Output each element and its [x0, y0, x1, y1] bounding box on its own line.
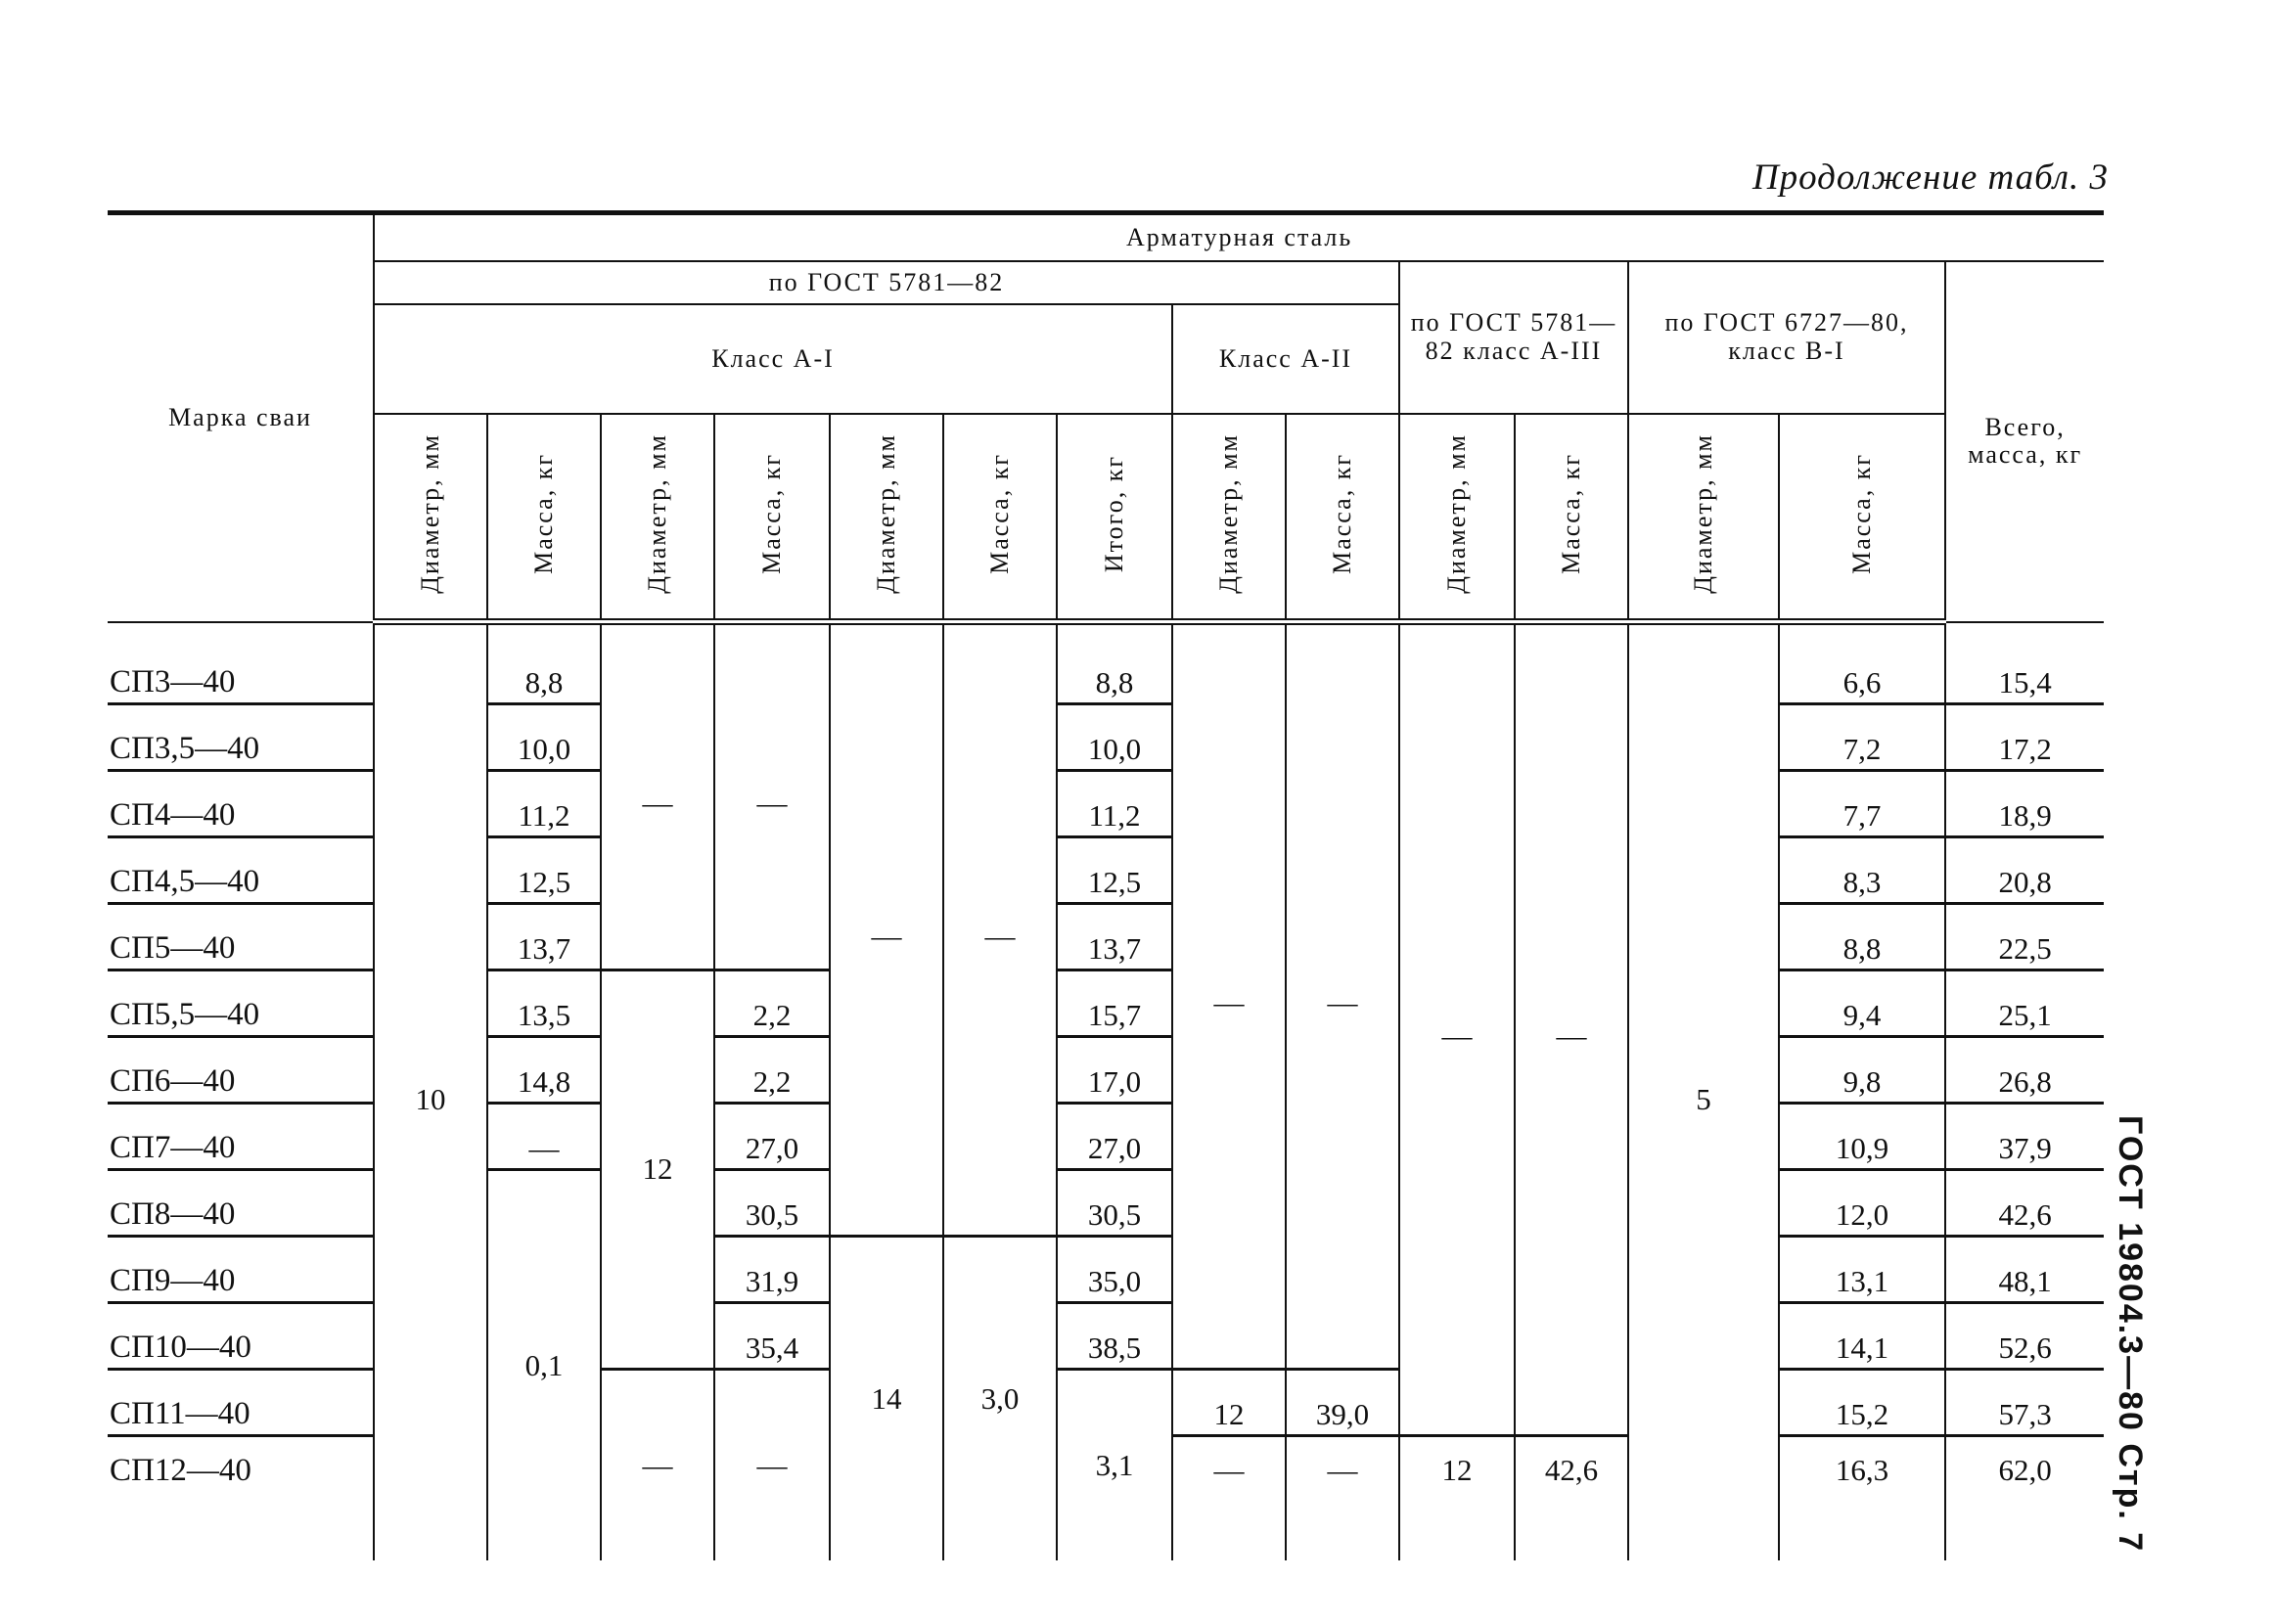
total-mass: 57,3 [1945, 1370, 2104, 1436]
b1-mass: 8,3 [1779, 837, 1945, 904]
row-mark: СП3,5—40 [108, 704, 374, 771]
itogo: 30,5 [1057, 1170, 1172, 1237]
itogo: 10,0 [1057, 704, 1172, 771]
row-mark: СП11—40 [108, 1370, 374, 1436]
b1-mass: 7,2 [1779, 704, 1945, 771]
header-gost6727-b1: по ГОСТ 6727—80, класс В-I [1628, 261, 1945, 414]
a2-diameter: — [1172, 1436, 1286, 1561]
total-mass: 20,8 [1945, 837, 2104, 904]
itogo-low: 3,1 [1057, 1370, 1172, 1561]
row-mark: СП8—40 [108, 1170, 374, 1237]
b1-mass: 15,2 [1779, 1370, 1945, 1436]
header-b1-diameter: Диаметр, мм [1628, 414, 1779, 622]
a2-diameter: 12 [1172, 1370, 1286, 1436]
a1-diameter-1-merged: 10 [374, 622, 487, 1561]
itogo: 27,0 [1057, 1104, 1172, 1170]
table-row [108, 622, 2104, 704]
a1-mass-1-low: 0,1 [487, 1170, 601, 1561]
b1-mass: 16,3 [1779, 1436, 1945, 1561]
a1-mass-1: 11,2 [487, 771, 601, 837]
table-caption: Продолжение табл. 3 [1751, 158, 2109, 198]
a2-mass-top: — [1286, 622, 1399, 1370]
b1-mass: 12,0 [1779, 1170, 1945, 1237]
a1-diameter-2-low: — [601, 1370, 714, 1561]
header-a3-mass: Масса, кг [1515, 414, 1628, 622]
b1-mass: 9,8 [1779, 1037, 1945, 1104]
row-mark: СП3—40 [108, 622, 374, 704]
header-a1-diameter-1: Диаметр, мм [374, 414, 487, 622]
a1-mass-3-low: 3,0 [943, 1237, 1057, 1561]
header-a1-diameter-3: Диаметр, мм [830, 414, 943, 622]
header-class-a2: Класс А-II [1172, 304, 1399, 414]
a1-mass-2: 27,0 [714, 1104, 830, 1170]
a3-mass: 42,6 [1515, 1436, 1628, 1561]
a1-diameter-2-top: — [601, 622, 714, 970]
header-a1-mass-1: Масса, кг [487, 414, 601, 622]
total-mass: 18,9 [1945, 771, 2104, 837]
total-mass: 48,1 [1945, 1237, 2104, 1303]
itogo: 35,0 [1057, 1237, 1172, 1303]
a1-mass-1: 13,5 [487, 970, 601, 1037]
header-a2-mass: Масса, кг [1286, 414, 1399, 622]
total-mass: 26,8 [1945, 1037, 2104, 1104]
a1-mass-1: 10,0 [487, 704, 601, 771]
header-a1-diameter-2: Диаметр, мм [601, 414, 714, 622]
row-mark: СП4—40 [108, 771, 374, 837]
reinforcement-table [108, 210, 2104, 1560]
header-gost5781: по ГОСТ 5781—82 [374, 261, 1399, 304]
a2-mass: — [1286, 1436, 1399, 1561]
a1-mass-1: 12,5 [487, 837, 601, 904]
header-b1-mass: Масса, кг [1779, 414, 1945, 622]
a1-mass-2-top: — [714, 622, 830, 970]
a1-diameter-3-top: — [830, 622, 943, 1237]
itogo: 8,8 [1057, 622, 1172, 704]
a1-mass-2: 2,2 [714, 1037, 830, 1104]
a3-mass-top: — [1515, 622, 1628, 1436]
side-page-label: ГОСТ 19804.3—80 Стр. 7 [2112, 1115, 2149, 1554]
itogo: 12,5 [1057, 837, 1172, 904]
total-mass: 25,1 [1945, 970, 2104, 1037]
row-mark: СП10—40 [108, 1303, 374, 1370]
b1-mass: 9,4 [1779, 970, 1945, 1037]
total-mass: 15,4 [1945, 622, 2104, 704]
itogo: 13,7 [1057, 904, 1172, 970]
total-mass: 52,6 [1945, 1303, 2104, 1370]
itogo: 17,0 [1057, 1037, 1172, 1104]
row-mark: СП12—40 [108, 1436, 374, 1561]
itogo: 38,5 [1057, 1303, 1172, 1370]
b1-mass: 7,7 [1779, 771, 1945, 837]
a3-diameter: 12 [1399, 1436, 1515, 1561]
row-mark: СП5,5—40 [108, 970, 374, 1037]
b1-mass: 6,6 [1779, 622, 1945, 704]
a1-mass-2: 2,2 [714, 970, 830, 1037]
a1-diameter-2-mid: 12 [601, 970, 714, 1370]
a2-diameter-top: — [1172, 622, 1286, 1370]
b1-mass: 14,1 [1779, 1303, 1945, 1370]
header-a3-diameter: Диаметр, мм [1399, 414, 1515, 622]
total-mass: 37,9 [1945, 1104, 2104, 1170]
header-a1-mass-3: Масса, кг [943, 414, 1057, 622]
header-steel: Арматурная сталь [374, 213, 2104, 262]
header-mark: Марка сваи [108, 213, 374, 622]
total-mass: 62,0 [1945, 1436, 2104, 1561]
a1-mass-1: 13,7 [487, 904, 601, 970]
header-gost5781-a3: по ГОСТ 5781—82 класс А-III [1399, 261, 1628, 414]
a1-diameter-3-low: 14 [830, 1237, 943, 1561]
header-a2-diameter: Диаметр, мм [1172, 414, 1286, 622]
total-mass: 17,2 [1945, 704, 2104, 771]
a1-mass-1: 8,8 [487, 622, 601, 704]
row-mark: СП4,5—40 [108, 837, 374, 904]
itogo: 11,2 [1057, 771, 1172, 837]
b1-mass: 10,9 [1779, 1104, 1945, 1170]
b1-mass: 8,8 [1779, 904, 1945, 970]
row-mark: СП9—40 [108, 1237, 374, 1303]
a1-mass-2: 31,9 [714, 1237, 830, 1303]
header-class-a1: Класс А-I [374, 304, 1172, 414]
row-mark: СП6—40 [108, 1037, 374, 1104]
a2-mass: 39,0 [1286, 1370, 1399, 1436]
itogo: 15,7 [1057, 970, 1172, 1037]
header-total: Всего, масса, кг [1945, 261, 2104, 622]
a1-mass-2-low: — [714, 1370, 830, 1561]
total-mass: 42,6 [1945, 1170, 2104, 1237]
a1-mass-3-top: — [943, 622, 1057, 1237]
b1-diameter-merged: 5 [1628, 622, 1779, 1561]
total-mass: 22,5 [1945, 904, 2104, 970]
a3-diameter-top: — [1399, 622, 1515, 1436]
row-mark: СП5—40 [108, 904, 374, 970]
a1-mass-2: 35,4 [714, 1303, 830, 1370]
row-mark: СП7—40 [108, 1104, 374, 1170]
a1-mass-1: — [487, 1104, 601, 1170]
header-a1-mass-2: Масса, кг [714, 414, 830, 622]
a1-mass-1: 14,8 [487, 1037, 601, 1104]
b1-mass: 13,1 [1779, 1237, 1945, 1303]
header-itogo: Итого, кг [1057, 414, 1172, 622]
a1-mass-2: 30,5 [714, 1170, 830, 1237]
